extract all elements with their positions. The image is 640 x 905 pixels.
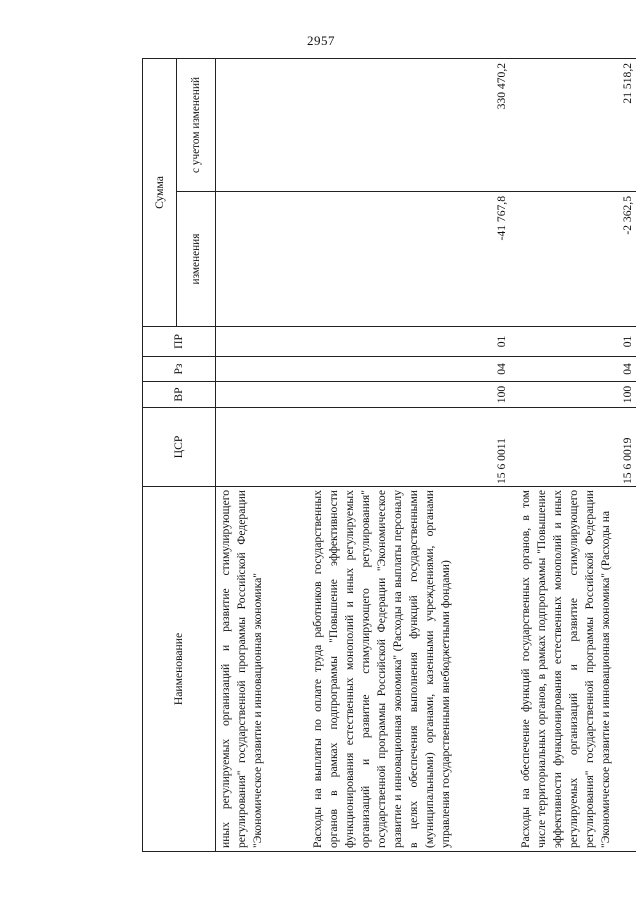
table-row: [216, 58, 302, 851]
row-csr: 15 6 0011: [302, 408, 510, 487]
row-with-change: 21 518,2: [510, 58, 636, 191]
header-rz: Рз: [143, 357, 216, 382]
row-vr: 100: [510, 382, 636, 408]
row-change: [216, 192, 302, 327]
row-rz: [216, 357, 302, 382]
row-csr: 15 6 0019: [510, 408, 636, 487]
header-change: изменения: [177, 192, 216, 327]
header-vr: ВР: [143, 382, 216, 408]
budget-table-rotated: [142, 59, 634, 852]
row-csr: [216, 408, 302, 487]
header-sum: Сумма: [143, 58, 177, 326]
row-change: -41 767,8: [302, 192, 510, 327]
row-name: иных регулируемых организаций и развитие стимулирующего регулирования" государственной программы Российской Федерации "Экономическое развитие и инновационная экономика": [216, 487, 302, 852]
row-vr: [216, 382, 302, 408]
row-pr: [216, 327, 302, 357]
row-rz: 04: [302, 357, 510, 382]
row-pr: 01: [302, 327, 510, 357]
header-csr: ЦСР: [143, 408, 216, 487]
row-name: Расходы на выплаты по оплате труда работников государственных органов в рамках подпрограммы "Повышение эффективности функционирования естественных монополий и иных регулируемых организаций и развитие стимулирующего регулирования" государственной программы Российской Федерации "Экономическое развитие и инновационная экономика" (Расходы на выплаты персоналу в целях обеспечения выполнения функций государственными (муниципальными) органами, казенными учреждениями, органами управления государственными внебюджетными фондами): [302, 487, 510, 852]
row-with-change: 330 470,2: [302, 58, 510, 191]
table-row: [510, 58, 636, 851]
table-header: [143, 58, 216, 851]
row-change: -2 362,5: [510, 192, 636, 327]
page-number: 2957: [307, 33, 335, 48]
row-rz: 04: [510, 357, 636, 382]
header-with-change: с учетом изменений: [177, 58, 216, 191]
row-vr: 100: [302, 382, 510, 408]
budget-table: [142, 58, 636, 852]
row-name: Расходы на обеспечение функций государственных органов, в том числе территориальных органов, в рамках подпрограммы "Повышение эффективности функционирования естественных монополий и иных регулируемых организаций и развитие стимулирующего регулирования" государственной программы Российской Федерации "Экономическое развитие и инновационная экономика" (Расходы на: [510, 487, 636, 852]
header-pr: ПР: [143, 327, 216, 357]
row-with-change: [216, 58, 302, 191]
table-row: [302, 58, 510, 851]
row-pr: 01: [510, 327, 636, 357]
header-name: Наименование: [143, 487, 216, 852]
